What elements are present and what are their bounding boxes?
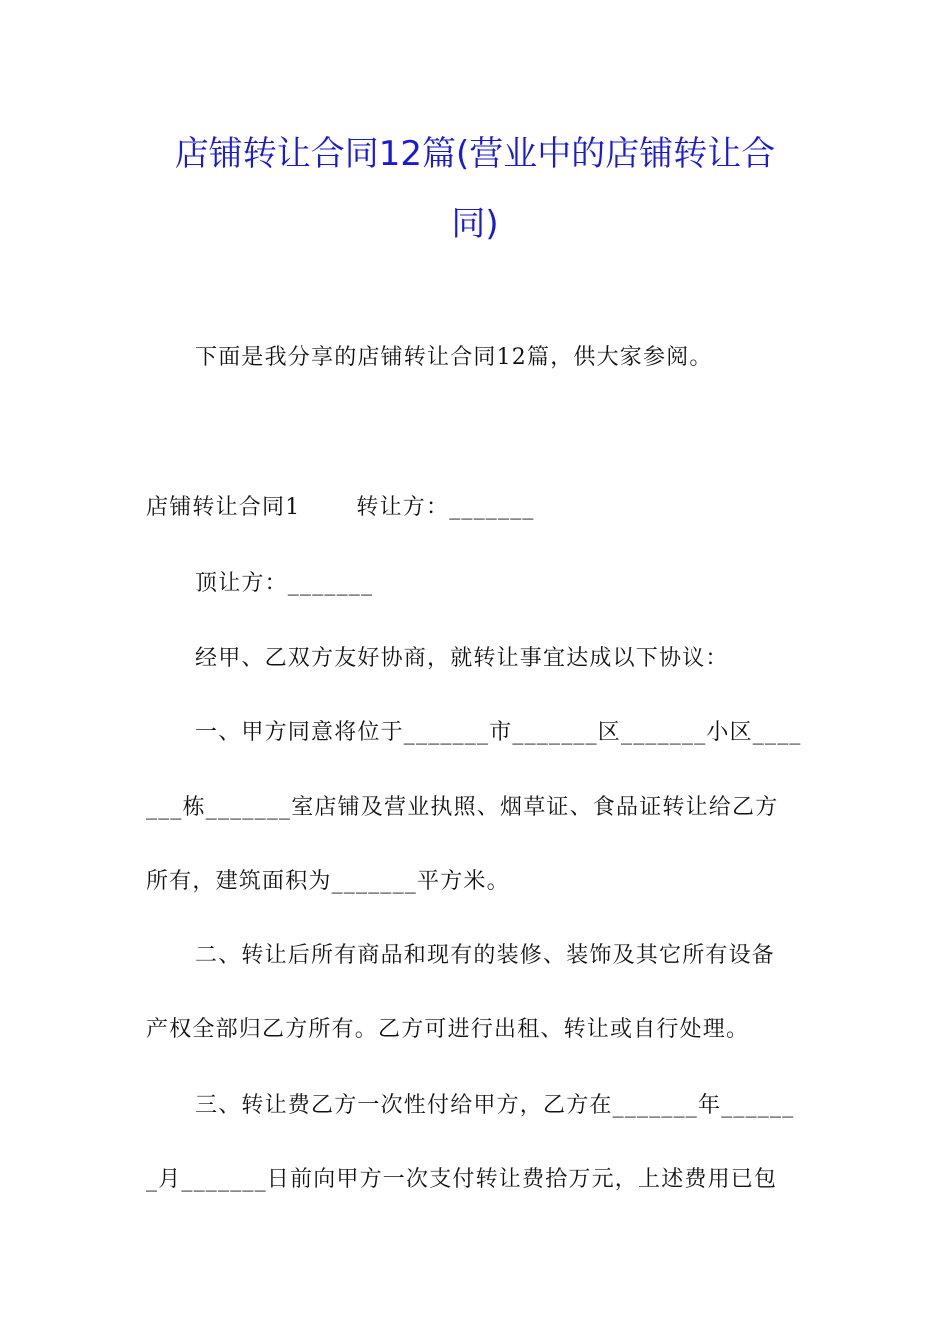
contract-heading: 店铺转让合同1 xyxy=(146,495,301,520)
document-title-line-1: 店铺转让合同12篇(营业中的店铺转让合 xyxy=(174,134,776,174)
transferee-field: 顶让方：_______ xyxy=(195,571,374,596)
clause-1-line-2: ___栋_______室店铺及营业执照、烟草证、食品证转让给乙方 xyxy=(146,795,779,820)
clause-1-line-1: 一、甲方同意将位于_______市_______区_______小区____ xyxy=(195,720,802,745)
clause-3-line-2: _月_______日前向甲方一次支付转让费拾万元，上述费用已包 xyxy=(146,1167,778,1192)
clause-3-line-1: 三、转让费乙方一次性付给甲方，乙方在_______年______ xyxy=(195,1093,795,1118)
agreement-intro: 经甲、乙双方友好协商，就转让事宜达成以下协议： xyxy=(195,646,729,671)
clause-2-line-2: 产权全部归乙方所有。乙方可进行出租、转让或自行处理。 xyxy=(146,1017,750,1042)
document-title-line-2: 同) xyxy=(451,204,499,244)
transferor-field: 转让方：_______ xyxy=(356,495,535,520)
clause-2-line-1: 二、转让后所有商品和现有的装修、装饰及其它所有设备 xyxy=(195,943,776,968)
clause-1-line-3: 所有，建筑面积为_______平方米。 xyxy=(146,869,510,894)
intro-paragraph: 下面是我分享的店铺转让合同12篇，供大家参阅。 xyxy=(195,345,713,370)
contract-heading-row xyxy=(146,497,806,519)
